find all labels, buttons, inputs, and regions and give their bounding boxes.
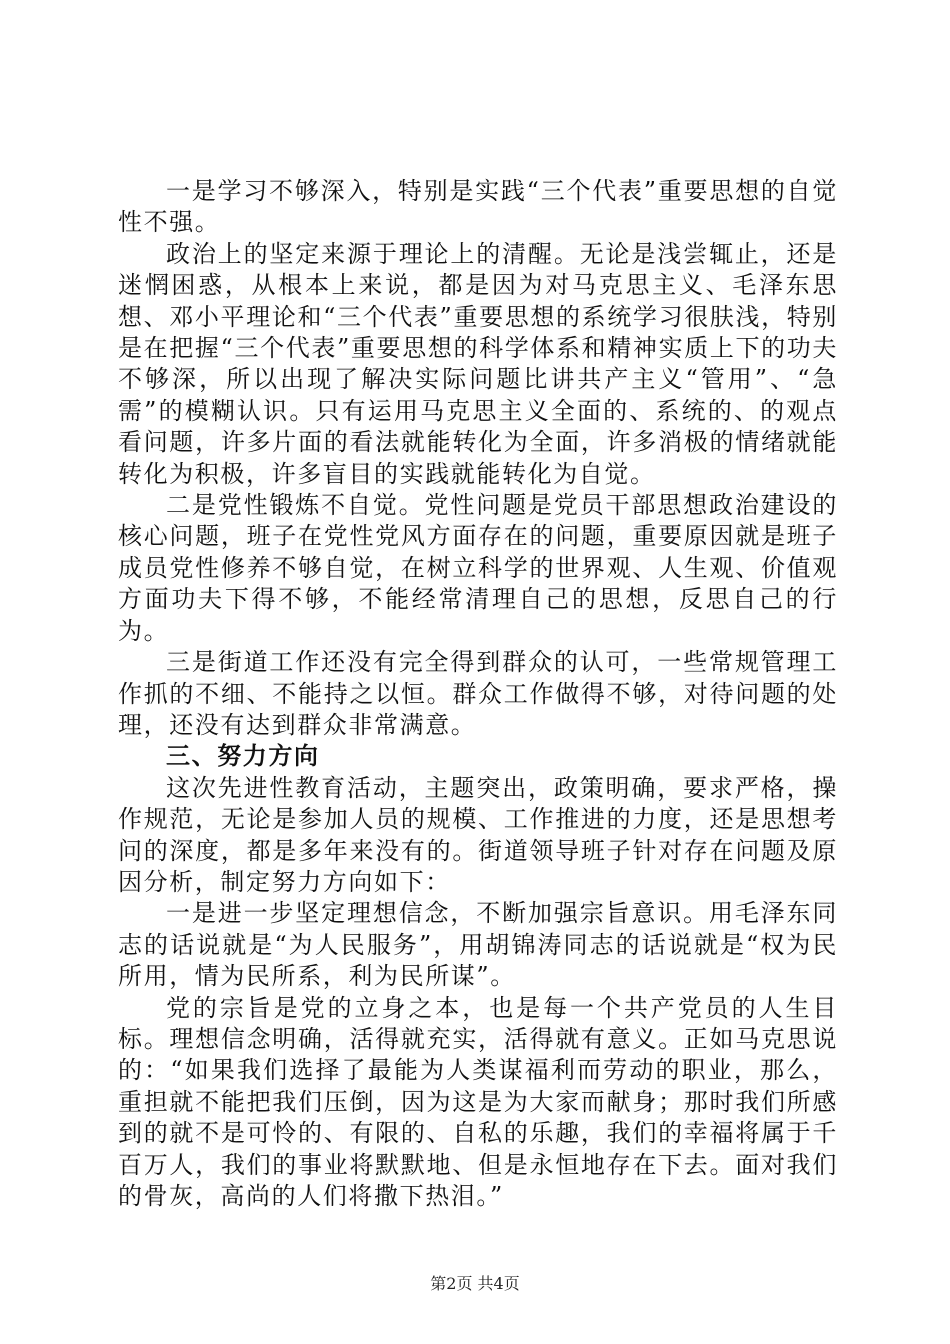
page-footer bbox=[0, 1274, 950, 1294]
paragraph-4: 三是街道工作还没有完全得到群众的认可，一些常规管理工作抓的不细、不能持之以恒。群众工作做得不够，对待问题的处理，还没有达到群众非常满意。 bbox=[118, 648, 838, 739]
document-body bbox=[118, 176, 838, 1212]
paragraph-1: 一是学习不够深入，特别是实践“三个代表”重要思想的自觉性不强。 bbox=[118, 177, 838, 237]
paragraph-5: 这次先进性教育活动，主题突出，政策明确，要求严格，操作规范，无论是参加人员的规模、工作推进的力度，还是思想考问的深度，都是多年来没有的。街道领导班子针对存在问题及原因分析，制定努力方向如下： bbox=[118, 773, 838, 896]
paragraph-3: 二是党性锻炼不自觉。党性问题是党员干部思想政治建设的核心问题，班子在党性党风方面存在的问题，重要原因就是班子成员党性修养不够自觉，在树立科学的世界观、人生观、价值观方面功夫下得不够，不能经常清理自己的思想，反思自己的行为。 bbox=[118, 491, 838, 645]
page-number-label: 第2页 共4页 bbox=[430, 1274, 520, 1293]
section-heading: 三、努力方向 bbox=[166, 742, 320, 771]
paragraph-6: 一是进一步坚定理想信念，不断加强宗旨意识。用毛泽东同志的话说就是“为人民服务”，用胡锦涛同志的话说就是“权为民所用，情为民所系，利为民所谋”。 bbox=[118, 899, 838, 991]
paragraph-2: 政治上的坚定来源于理论上的清醒。无论是浅尝辄止，还是迷惘困惑，从根本上来说，都是因为对马克思主义、毛泽东思想、邓小平理论和“三个代表”重要思想的系统学习很肤浅，特别是在把握“三个代表”重要思想的科学体系和精神实质上下的功夫不够深，所以出现了解决实际问题比讲共产主义“管用”、“急需”的模糊认识。只有运用马克思主义全面的、系统的、的观点看问题，许多片面的看法就能转化为全面，许多消极的情绪就能转化为积极，许多盲目的实践就能转化为自觉。 bbox=[118, 239, 838, 488]
paragraph-7: 党的宗旨是党的立身之本，也是每一个共产党员的人生目标。理想信念明确，活得就充实，活得就有意义。正如马克思说的：“如果我们选择了最能为人类谋福利而劳动的职业，那么，重担就不能把我们压倒，因为这是为大家而献身；那时我们所感到的就不是可怜的、有限的、自私的乐趣，我们的幸福将属于千百万人，我们的事业将默默地、但是永恒地存在下去。面对我们的骨灰，高尚的人们将撒下热泪。” bbox=[118, 993, 838, 1210]
